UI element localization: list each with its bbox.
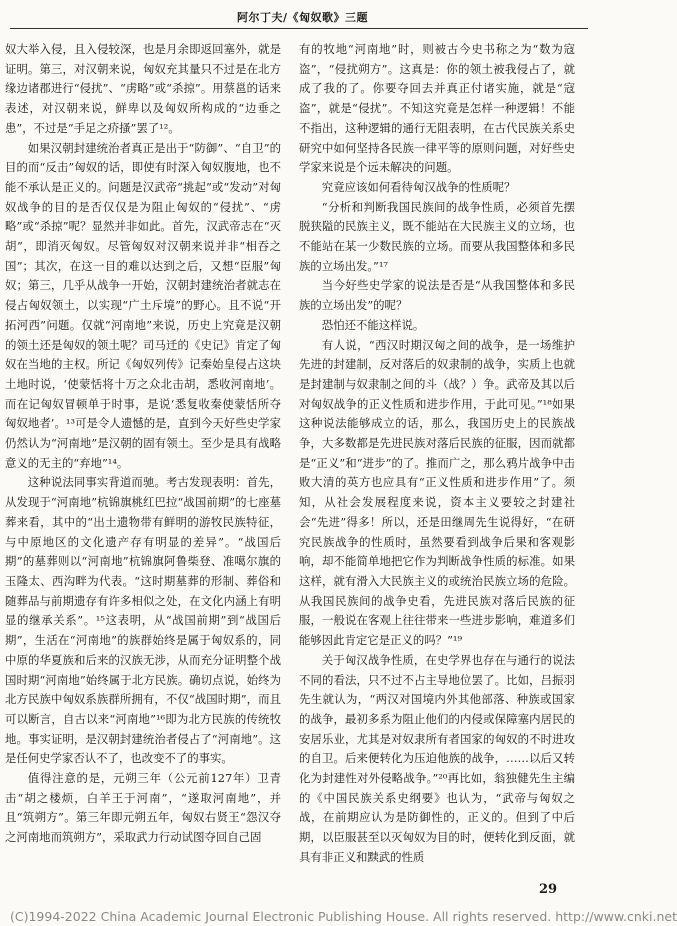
left-column [5, 40, 281, 848]
paragraph: 值得注意的是，元朔三年（公元前127年）卫青击“胡之楼烦，白羊王于河南”，“遂取河南地”，并且“筑朔方”。第三年即元朔五年，匈奴右贤王“怨汉夺之河南地而筑朔方”，采取武力行动试图夺回自己固 [5, 771, 281, 845]
paragraph: 当今好些史学家的说法是否是“从我国整体和多民族的立场出发”的呢？ [299, 278, 575, 313]
footer [0, 906, 677, 926]
paragraph: 有人说，“西汉时期汉匈之间的战争，是一场维护先进的封建制，反对落后的奴隶制的战争，实质上也就是封建制与奴隶制之间的斗（战？）争。武帝及其以后对匈奴战争的正义性质和进步作用，于此可见。”¹⁸如果这种说法能够成立的话，那么，我国历史上的民族战争，大多数都是先进民族对落后民族的征服，因而就都是“正义”和“进步”的了。推而广之，那么鸦片战争中击败大清的英方也应具有“正义性质和进步作用”了。须知，从社会发展程度来说，资本主义要较之封建社会“先进”得多！所以，还是田继周先生说得好，“在研究民族战争的性质时，虽然要看到战争后果和客观影响，却不能简单地把它作为判断战争性质的标准。如果这样，就有滑入大民族主义的或统治民族立场的危险。从我国民族间的战争史看，先进民族对落后民族的征服，一般说在客观上往往带来一些进步影响，难道多们能够因此肯定它是正义的吗？”¹⁹ [299, 337, 575, 648]
paragraph: 奴大举入侵，且入侵较深，也是月余即返回塞外，就是证明。第三，对汉朝来说，匈奴充其量只不过是在北方缘边诸郡进行“侵扰”、“虏略”或“杀掠”。用蔡邕的话来表述，对汉朝来说，鲜卑以及匈奴所构成的“边垂之患”，不过是“手足之疥搔”罢了¹²。 [5, 42, 281, 135]
page-number: 29 [539, 882, 558, 897]
running-header: 阿尔丁夫/《匈奴歌》三题 [236, 11, 369, 24]
paragraph: 恐怕还不能这样说。 [321, 317, 425, 332]
header-rule [10, 28, 588, 29]
paragraph: 关于匈汉战争性质，在史学界也存在与通行的说法不同的看法，只不过不占主导地位罢了。比如，吕振羽先生就认为，“两汉对国境内外其他部落、种族或国家的战争，最初多系为阻止他们的内侵或保障塞内居民的安居乐业，尤其是对奴隶所有者国家的匈奴的不时进攻的自卫。后来便转化为压迫他族的战争，……以后又转化为封建性对外侵略战争。”²⁰再比如，翁独健先生主编的《中国民族关系史纲要》也认为，“武帝与匈奴之战，在前期应认为是防御性的，正义的。但到了中后期，以臣服甚至以灭匈奴为目的时，便转化到反面，就具有非正义和黩武的性质 [299, 652, 575, 864]
paragraph: 有的牧地“河南地”时，则被古今史书称之为“数为寇盗”，“侵扰朔方”。这真是：你的领土被我侵占了，就成了我的了。你要夺回去并真正付诸实施，就是“寇盗”，就是“侵扰”。不知这究竟是怎样一种逻辑！不能不指出，这种逻辑的通行无阻表明，在古代民族关系史研究中如何坚持各民族一律平等的原则问题，对好些史学家来说是个远未解决的问题。 [299, 42, 575, 175]
paragraph: 这种说法同事实背道而驰。考古发现表明：首先，从发现于“河南地”杭锦旗桃红巴拉“战国前期”的七座墓葬来看，其中的“出土遗物带有鲜明的游牧民族特征，与中原地区的文化遗产存有明显的差异”。“战国后期”的墓葬则以“河南地”杭锦旗阿鲁柴登、准噶尔旗的玉隆太、西沟畔为代表。“这时期墓葬的形制、葬俗和随葬品与前期遗存有许多相似之处，在文化内涵上有明显的继承关系”。¹⁵这表明，从“战国前期”到“战国后期”，生活在“河南地”的族群始终是属于匈奴系的，同中原的华夏族和后来的汉族无涉，从而充分证明整个战国时期“河南地”始终属于北方民族。确切点说，始终为北方民族中匈奴系族群所拥有，不仅“战国时期”，而且可以断言，自古以来“河南地”¹⁶即为北方民族的传统牧地。事实证明，是汉朝封建统治者侵占了“河南地”。这是任何史学家否认不了，也改变不了的事实。 [5, 475, 281, 766]
paragraph: 如果汉朝封建统治者真正是出于“防御”、“自卫”的目的而“反击”匈奴的话，即使有时深入匈奴腹地，也不能不承认是正义的。问题是汉武帝“挑起”或“发动”对匈奴战争的目的是否仅仅是为阻止匈奴的“侵扰”、“虏略”或“杀掠”呢？显然并非如此。首先，汉武帝志在“灭胡”，即消灭匈奴。尽管匈奴对汉朝来说并非“相吞之国”；其次，在这一目的难以达到之后，又想“臣服”匈奴；第三，几乎从战争一开始，汉朝封建统治者就志在侵占匈奴领土，以实现“广土斥境”的野心。且不说“开拓河西”问题。仅就“河南地”来说，历史上究竟是汉朝的领土还是匈奴的领土呢？司马迁的《史记》肯定了匈奴在当地的主权。所记《匈奴列传》记秦始皇侵占这块土地时说，‘使蒙恬将十万之众北击胡，悉收河南地’。而在记匈奴冒顿单于时事，是说‘悉复收秦使蒙恬所夺匈奴地者’。¹³可是令人遗憾的是，直到今天好些史学家仍然认为“河南地”是汉朝的固有领土。至少是具有战略意义的无主的“弃地”¹⁴。 [5, 140, 281, 470]
paragraph: “分析和判断我国民族间的战争性质，必须首先摆脱狭隘的民族主义，既不能站在大民族主义的立场，也不能站在某一少数民族的立场。而要从我国整体和多民族的立场出发。”¹⁷ [299, 199, 575, 273]
paragraph: 究竟应该如何看待匈汉战争的性质呢？ [321, 179, 516, 194]
right-column [299, 40, 575, 868]
copyright-notice: (C)1994-2022 China Academic Journal Electronic Publishing House. All rights reserved. http://www.cnki.net [10, 909, 677, 924]
